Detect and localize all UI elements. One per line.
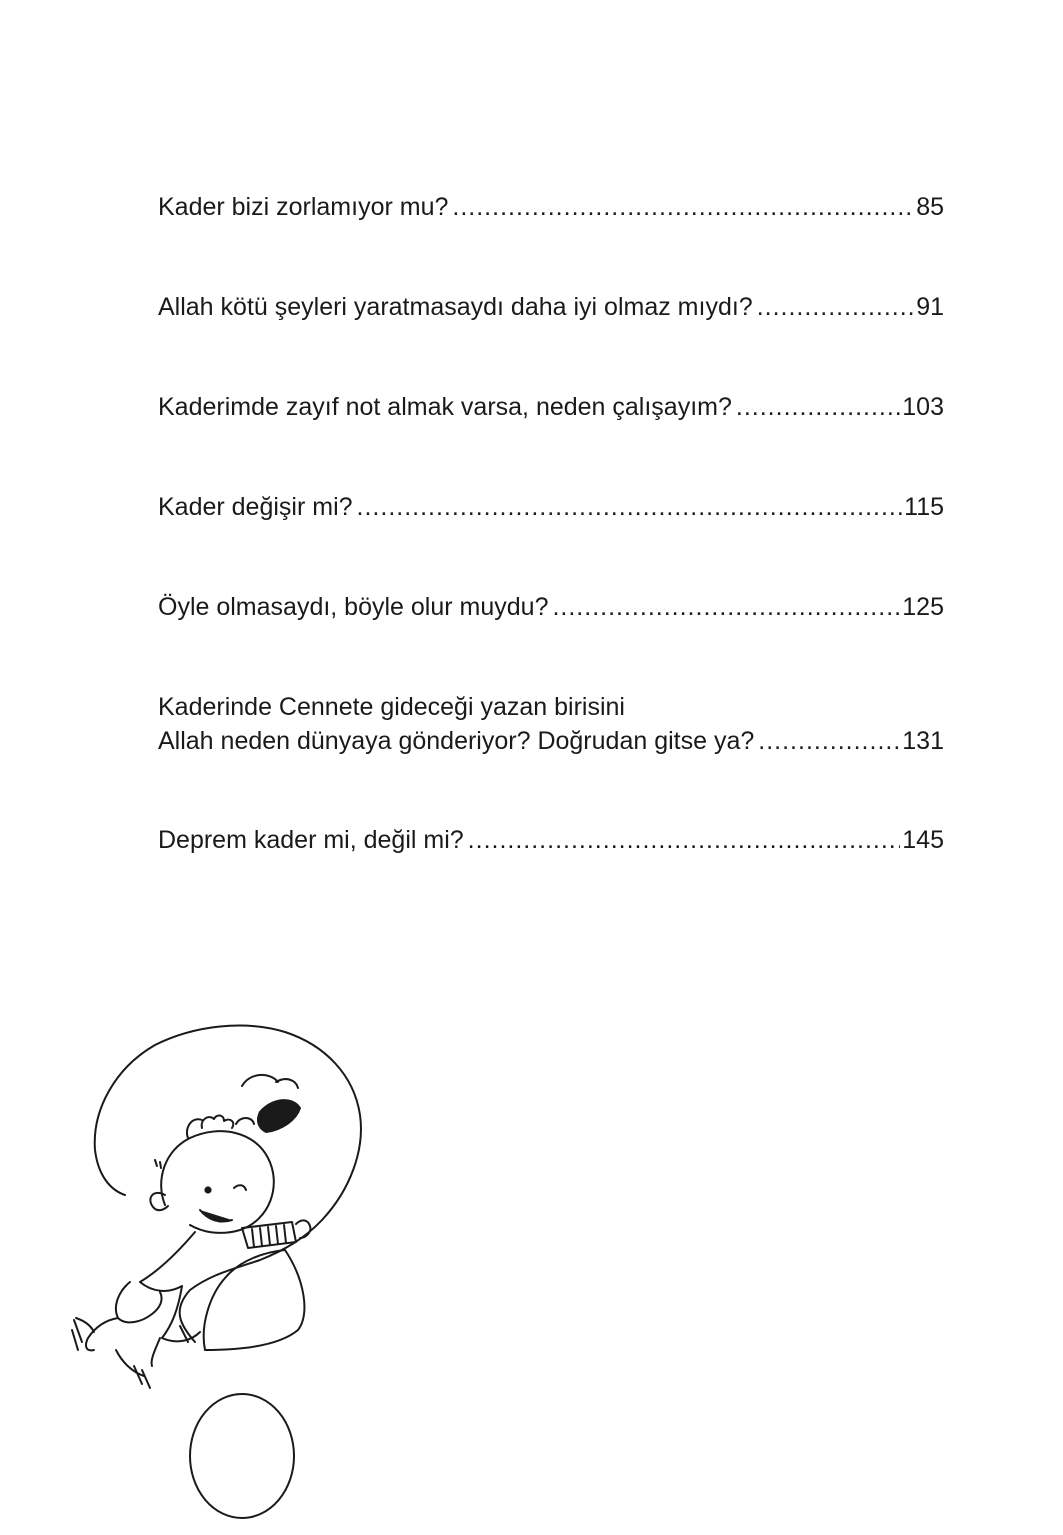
dot-leader — [552, 590, 900, 624]
dot-leader — [468, 823, 901, 857]
eye-left — [205, 1187, 210, 1192]
toc-entry-page: 131 — [902, 727, 944, 755]
toc-entry[interactable] — [158, 390, 944, 424]
toc-entry-page: 85 — [916, 193, 944, 221]
toc-entry-page: 115 — [904, 493, 944, 521]
toc-entry-page: 91 — [916, 293, 944, 321]
bubble-lower — [204, 1250, 305, 1350]
toc-entry-page: 145 — [902, 826, 944, 854]
toc-entry-page: 125 — [902, 593, 944, 621]
toc-entry-title-line1: Kaderinde Cennete gideceği yazan birisini — [158, 693, 625, 721]
toc-entry-title: Kader bizi zorlamıyor mu? — [158, 193, 449, 221]
toc-entry-title: Deprem kader mi, değil mi? — [158, 826, 464, 854]
toc-entry-page: 103 — [902, 393, 944, 421]
dot-leader — [758, 724, 900, 758]
dot-leader — [757, 290, 914, 324]
robe — [140, 1232, 200, 1341]
dot-leader — [736, 390, 900, 424]
child-with-bubble-drawing — [60, 1020, 400, 1520]
toc-entry[interactable] — [158, 190, 944, 224]
toc-entry[interactable] — [158, 590, 944, 624]
toc-entry-title: Öyle olmasaydı, böyle olur muydu? — [158, 593, 549, 621]
bubble-outline — [95, 1026, 361, 1342]
toc-entry[interactable] — [158, 690, 944, 758]
toc-entry[interactable] — [158, 290, 944, 324]
toc-entry-title: Allah neden dünyaya gönderiyor? Doğrudan gitse ya? — [158, 727, 755, 755]
toc-entry-title: Allah kötü şeyleri yaratmasaydı daha iyi olmaz mıydı? — [158, 293, 753, 321]
oval-shape — [190, 1394, 294, 1518]
eye-right — [234, 1185, 246, 1190]
ear — [150, 1193, 168, 1210]
toc-entry-title: Kader değişir mi? — [158, 493, 353, 521]
dot-leader — [357, 490, 903, 524]
toc-entry[interactable] — [158, 490, 944, 524]
toc-entry-title: Kaderimde zayıf not almak varsa, neden çalışayım? — [158, 393, 732, 421]
toc-entry[interactable] — [158, 823, 944, 857]
dot-leader — [452, 190, 914, 224]
mouth — [200, 1210, 232, 1222]
